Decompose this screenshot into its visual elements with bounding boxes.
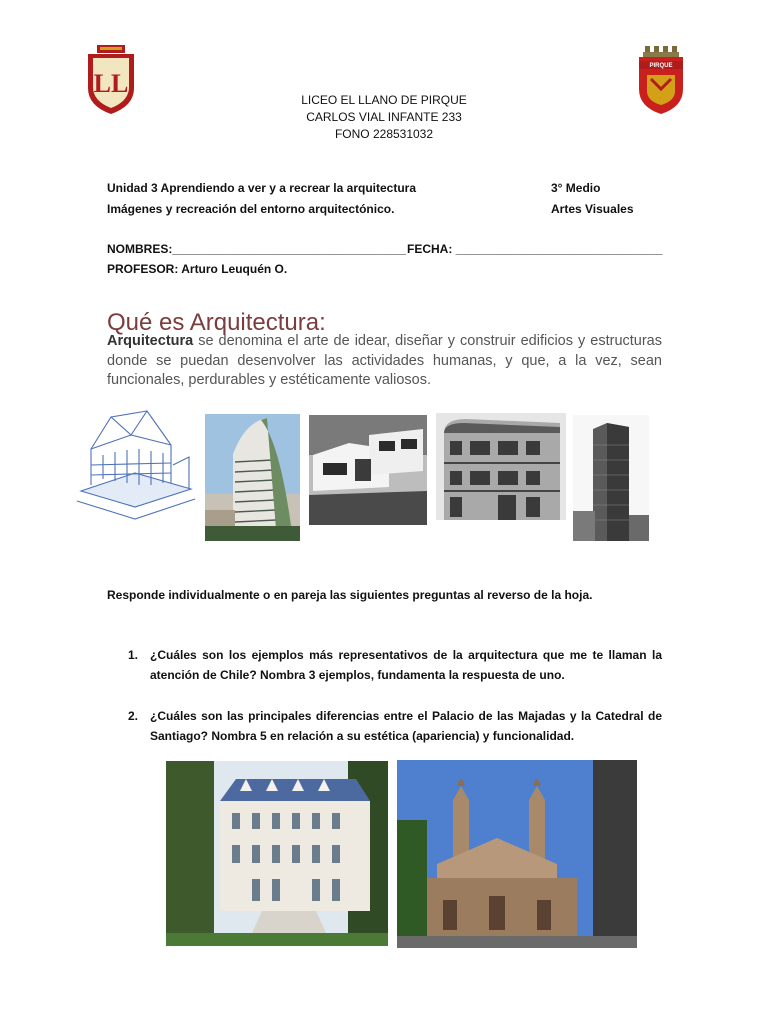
names-field: NOMBRES:___________________________________ (107, 242, 406, 256)
definition-paragraph (107, 332, 662, 391)
skyscraper-image (573, 415, 649, 541)
unit-title: Unidad 3 Aprendiendo a ver y a recrear la arquitectura (107, 181, 416, 195)
date-field: FECHA: _______________________________ (407, 242, 663, 256)
school-name: LICEO EL LLANO DE PIRQUE (301, 93, 467, 107)
question-1-text: ¿Cuáles son los ejemplos más representativos de la arquitectura que me te llaman la atención de Chile? Nombra 3 ejemplos, fundamenta la respuesta de uno. (150, 648, 662, 682)
school-phone: FONO 228531032 (334, 127, 434, 141)
grade-label: 3° Medio (551, 181, 601, 195)
school-address: CARLOS VIAL INFANTE 233 (306, 110, 462, 124)
subject-label: Artes Visuales (551, 202, 634, 216)
teacher-label: PROFESOR: Arturo Leuquén O. (107, 262, 288, 276)
definition-text: se denomina el arte de idear, diseñar y construir edificios y estructuras donde se puedan desenvolver las actividades humanas, y que, a la vez, sean funcionales, perdurables y estéticamente valiosos. (107, 333, 662, 388)
palacio-majadas-image (166, 761, 388, 946)
art-deco-building-image (436, 413, 566, 520)
catedral-santiago-image (397, 760, 637, 948)
question-1-number: 1. (128, 648, 139, 662)
instructions: Responde individualmente o en pareja las siguientes preguntas al reverso de la hoja. (107, 588, 593, 602)
question-2-text: ¿Cuáles son las principales diferencias entre el Palacio de las Majadas y la Catedral de Santiago? Nombra 5 en relación a su estética (apariencia) y funcionalidad. (150, 709, 662, 743)
question-2-number: 2. (128, 709, 139, 723)
svg-text:PIRQUE: PIRQUE (649, 63, 673, 69)
definition-term: Arquitectura (107, 333, 194, 349)
svg-text:LL: LL (93, 69, 129, 98)
curved-tower-image (205, 414, 300, 541)
section-title: Qué es Arquitectura: (107, 309, 326, 336)
modern-house-image (309, 415, 427, 525)
house-sketch-image (73, 405, 197, 523)
unit-subtitle: Imágenes y recreación del entorno arquitectónico. (107, 202, 395, 216)
